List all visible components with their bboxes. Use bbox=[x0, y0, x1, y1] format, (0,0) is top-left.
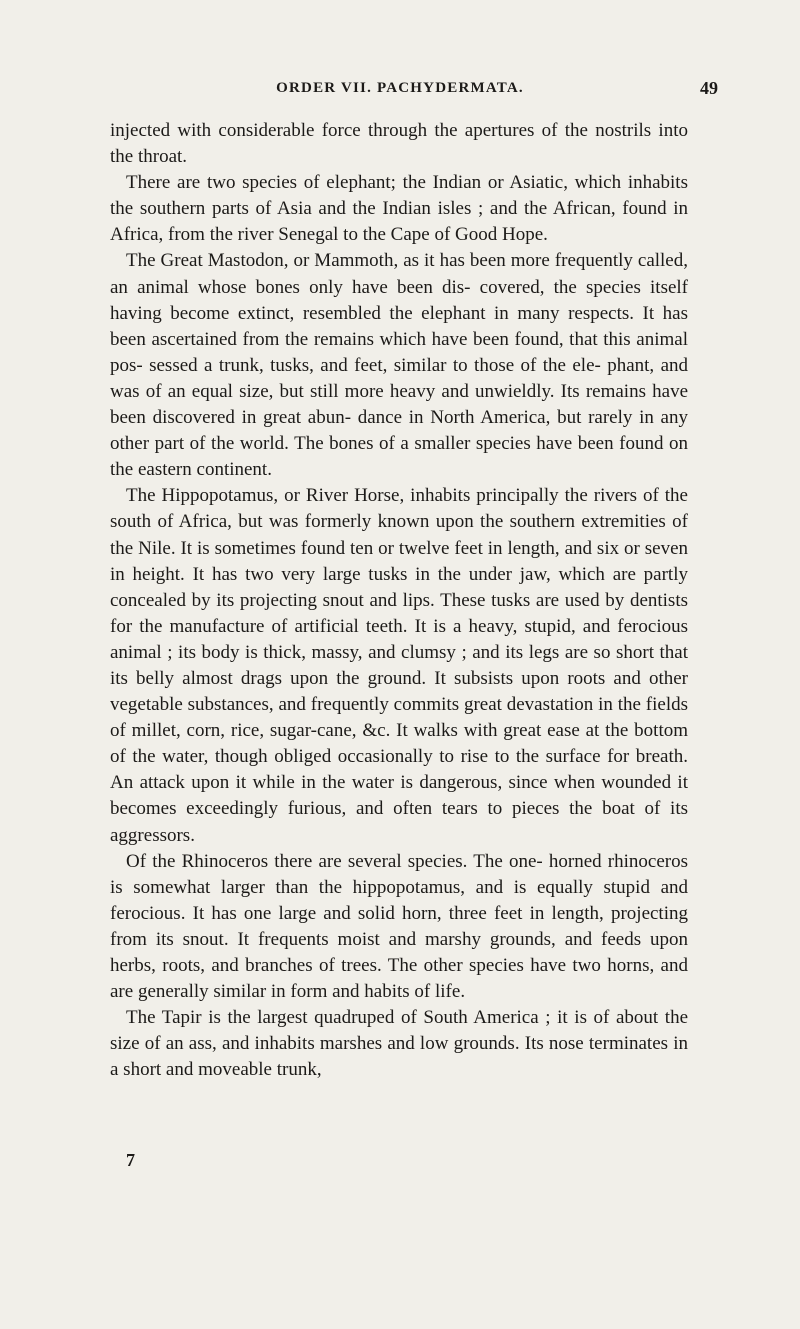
signature-mark: 7 bbox=[126, 1150, 135, 1170]
paragraph-hippopotamus: The Hippopotamus, or River Horse, inhabits principally the rivers of the south of Africa, but was formerly known upon the southern extremities of the Nile. It is sometimes found ten or twelve feet in length, and six or seven in height. It has two very large tusks in the under jaw, which are partly concealed by its projecting snout and lips. These tusks are used by dentists for the manufacture of artificial teeth. It is a heavy, stupid, and ferocious animal ; its body is thick, massy, and clumsy ; and its legs are so short that its belly almost drags upon the ground. It subsists upon roots and other vegetable substances, and frequently commits great devastation in the fields of millet, corn, rice, sugar-cane, &c. It walks with great ease at the bottom of the water, though obliged occasionally to rise to the surface for breath. An attack upon it while in the water is dangerous, since when wounded it becomes exceedingly furious, and often tears to pieces the boat of its aggressors. bbox=[110, 485, 688, 846]
body-text bbox=[110, 118, 688, 1083]
paragraph-continuation: injected with considerable force through the apertures of the nostrils into the throat. bbox=[110, 120, 688, 168]
paragraph-mastodon: The Great Mastodon, or Mammoth, as it has been more frequently called, an animal whose bones only have been dis- covered, the species itself having become extinct, resembled the elephant in many respects. It has been ascertained from the remains which have been found, that this animal pos- sessed a trunk, tusks, and feet, similar to those of the ele- phant, and was of an equal size, but still more heavy and unwieldly. Its remains have been discovered in great abun- dance in North America, but rarely in any other part of the world. The bones of a smaller species have been found on the eastern continent. bbox=[110, 250, 688, 481]
paragraph-tapir: The Tapir is the largest quadruped of South America ; it is of about the size of an ass, and inhabits marshes and low grounds. Its nose terminates in a short and moveable trunk, bbox=[110, 1007, 688, 1081]
page-header bbox=[0, 80, 800, 110]
page-number: 49 bbox=[700, 78, 718, 98]
running-head: ORDER VII. PACHYDERMATA. bbox=[276, 80, 524, 96]
paragraph-rhinoceros: Of the Rhinoceros there are several species. The one- horned rhinoceros is somewhat larger than the hippopotamus, and is equally stupid and ferocious. It has one large and solid horn, three feet in length, projecting from its snout. It frequents moist and marshy grounds, and feeds upon herbs, roots, and branches of trees. The other species have two horns, and are generally similar in form and habits of life. bbox=[110, 850, 688, 1003]
paragraph-elephant-species: There are two species of elephant; the Indian or Asiatic, which inhabits the southern parts of Asia and the Indian isles ; and the African, found in Africa, from the river Senegal to the Cape of Good Hope. bbox=[110, 172, 688, 246]
